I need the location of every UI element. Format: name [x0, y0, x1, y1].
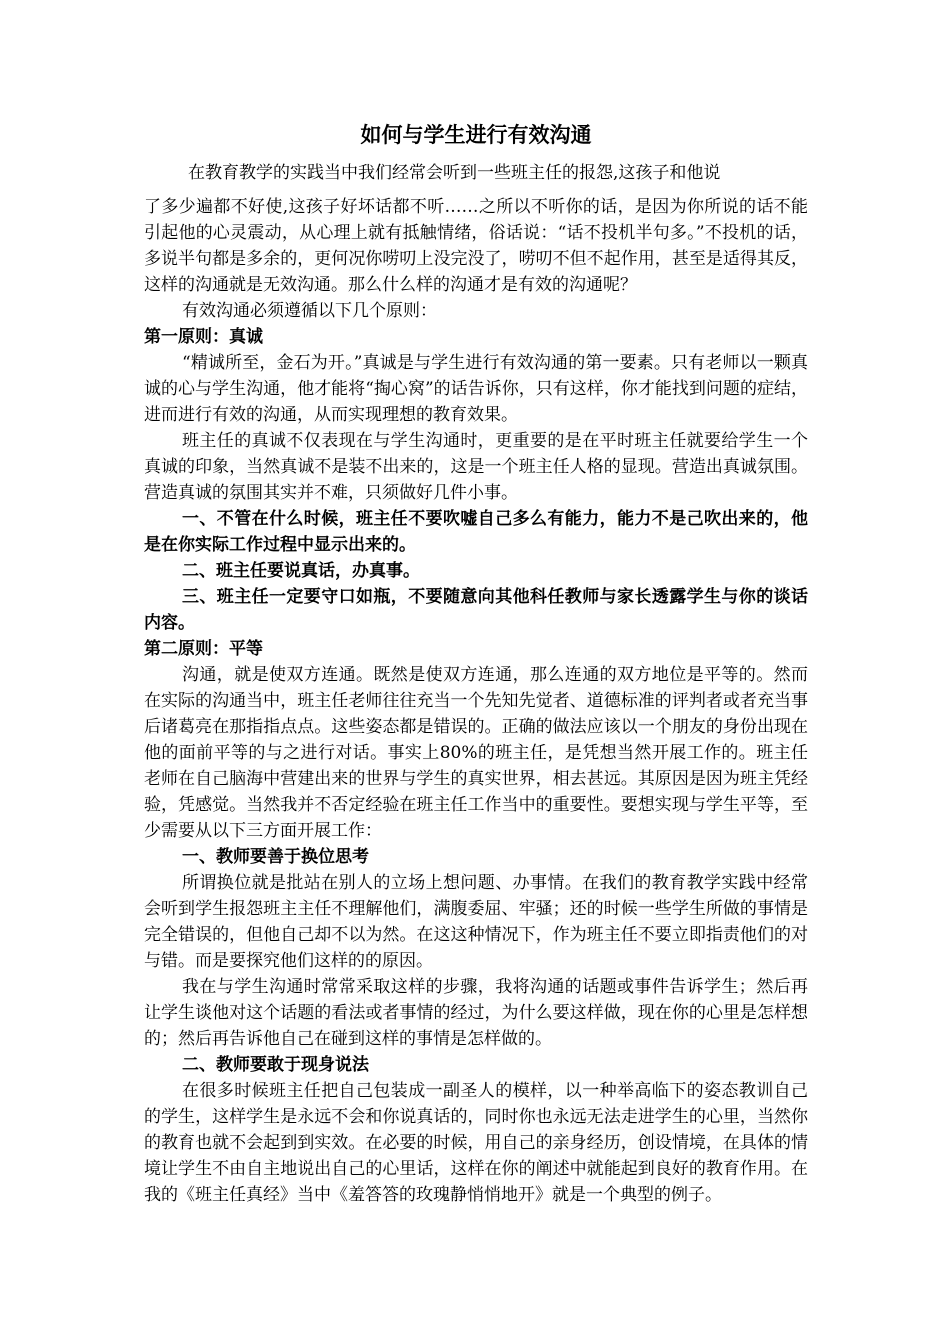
intro-first-line: 在教育教学的实践当中我们经常会听到一些班主任的报怨,这孩子和他说 — [188, 163, 721, 183]
document-title: 如何与学生进行有效沟通 — [360, 123, 592, 147]
principle-1-heading: 第一原则：真诚 — [144, 327, 263, 347]
document-page — [144, 118, 808, 1208]
principle-2-heading: 第二原则：平等 — [144, 639, 263, 659]
principles-intro: 有效沟通必须遵循以下几个原则： — [182, 301, 437, 321]
principle-2-subheading-2: 二、教师要敢于现身说法 — [182, 1055, 369, 1075]
principle-2-sub-1-paragraph-1: 所谓换位就是批站在别人的立场上想问题、办事情。在我们的教育教学实践中经常会听到学生报怨班主主任不理解他们，满腹委屈、牢骚；还的时候一些学生所做的事情是完全错误的，但他自己却不以为然。在这这种情况下，作为班主任不要立即指责他们的对与错。而是要探究他们这样的的原因。 — [144, 873, 808, 971]
principle-1-item-2: 二、班主任要说真话，办真事。 — [182, 561, 420, 581]
principle-2-subheading-1: 一、教师要善于换位思考 — [182, 847, 369, 867]
principle-1-item-1: 一、不管在什么时候，班主任不要吹嘘自己多么有能力，能力不是己吹出来的，他是在你实际工作过程中显示出来的。 — [144, 509, 808, 555]
principle-2-sub-2-paragraph-1: 在很多时候班主任把自己包装成一副圣人的模样，以一种举高临下的姿态教训自己的学生，这样学生是永远不会和你说真话的，同时你也永远无法走进学生的心里，当然你的教育也就不会起到到实效。在必要的时候，用自己的亲身经历，创设情境，在具体的情境让学生不由自主地说出自己的心里话，这样在你的阐述中就能起到良好的教育作用。在我的《班主任真经》当中《羞答答的玫瑰静悄悄地开》就是一个典型的例子。 — [144, 1081, 808, 1205]
principle-2-sub-1-paragraph-2: 我在与学生沟通时常常采取这样的步骤，我将沟通的话题或事件告诉学生；然后再让学生谈他对这个话题的看法或者事情的经过，为什么要这样做，现在你的心里是怎样想的；然后再告诉他自己在碰到这样的事情是怎样做的。 — [144, 977, 808, 1049]
intro-paragraph: 了多少遍都不好使,这孩子好坏话都不听……之所以不听你的话，是因为你所说的话不能引起他的心灵震动，从心理上就有抵触情绪，俗话说：“话不投机半句多。”不投机的话，多说半句都是多余的，更何况你唠叨上没完没了，唠叨不但不起作用，甚至是适得其反，这样的沟通就是无效沟通。那么什么样的沟通才是有效的沟通呢？ — [144, 197, 808, 295]
principle-1-paragraph-1: “精诚所至，金石为开。”真诚是与学生进行有效沟通的第一要素。只有老师以一颗真诚的心与学生沟通，他才能将“掏心窝”的话告诉你，只有这样，你才能找到问题的症结，进而进行有效的沟通，从而实现理想的教育效果。 — [144, 353, 808, 425]
principle-1-item-3: 三、班主任一定要守口如瓶，不要随意向其他科任教师与家长透露学生与你的谈话内容。 — [144, 587, 808, 633]
principle-2-paragraph-1: 沟通，就是使双方连通。既然是使双方连通，那么连通的双方地位是平等的。然而在实际的沟通当中，班主任老师往往充当一个先知先觉者、道德标准的评判者或者充当事后诸葛亮在那指指点点。这些姿态都是错误的。正确的做法应该以一个朋友的身份出现在他的面前平等的与之进行对话。事实上80%的班主任，是凭想当然开展工作的。班主任老师在自己脑海中营建出来的世界与学生的真实世界，相去甚远。其原因是因为班主凭经验，凭感觉。当然我并不否定经验在班主任工作当中的重要性。要想实现与学生平等，至少需要从以下三方面开展工作： — [144, 665, 808, 841]
principle-1-paragraph-2: 班主任的真诚不仅表现在与学生沟通时，更重要的是在平时班主任就要给学生一个真诚的印象，当然真诚不是装不出来的，这是一个班主任人格的显现。营造出真诚氛围。营造真诚的氛围其实并不难，只须做好几件小事。 — [144, 431, 808, 503]
